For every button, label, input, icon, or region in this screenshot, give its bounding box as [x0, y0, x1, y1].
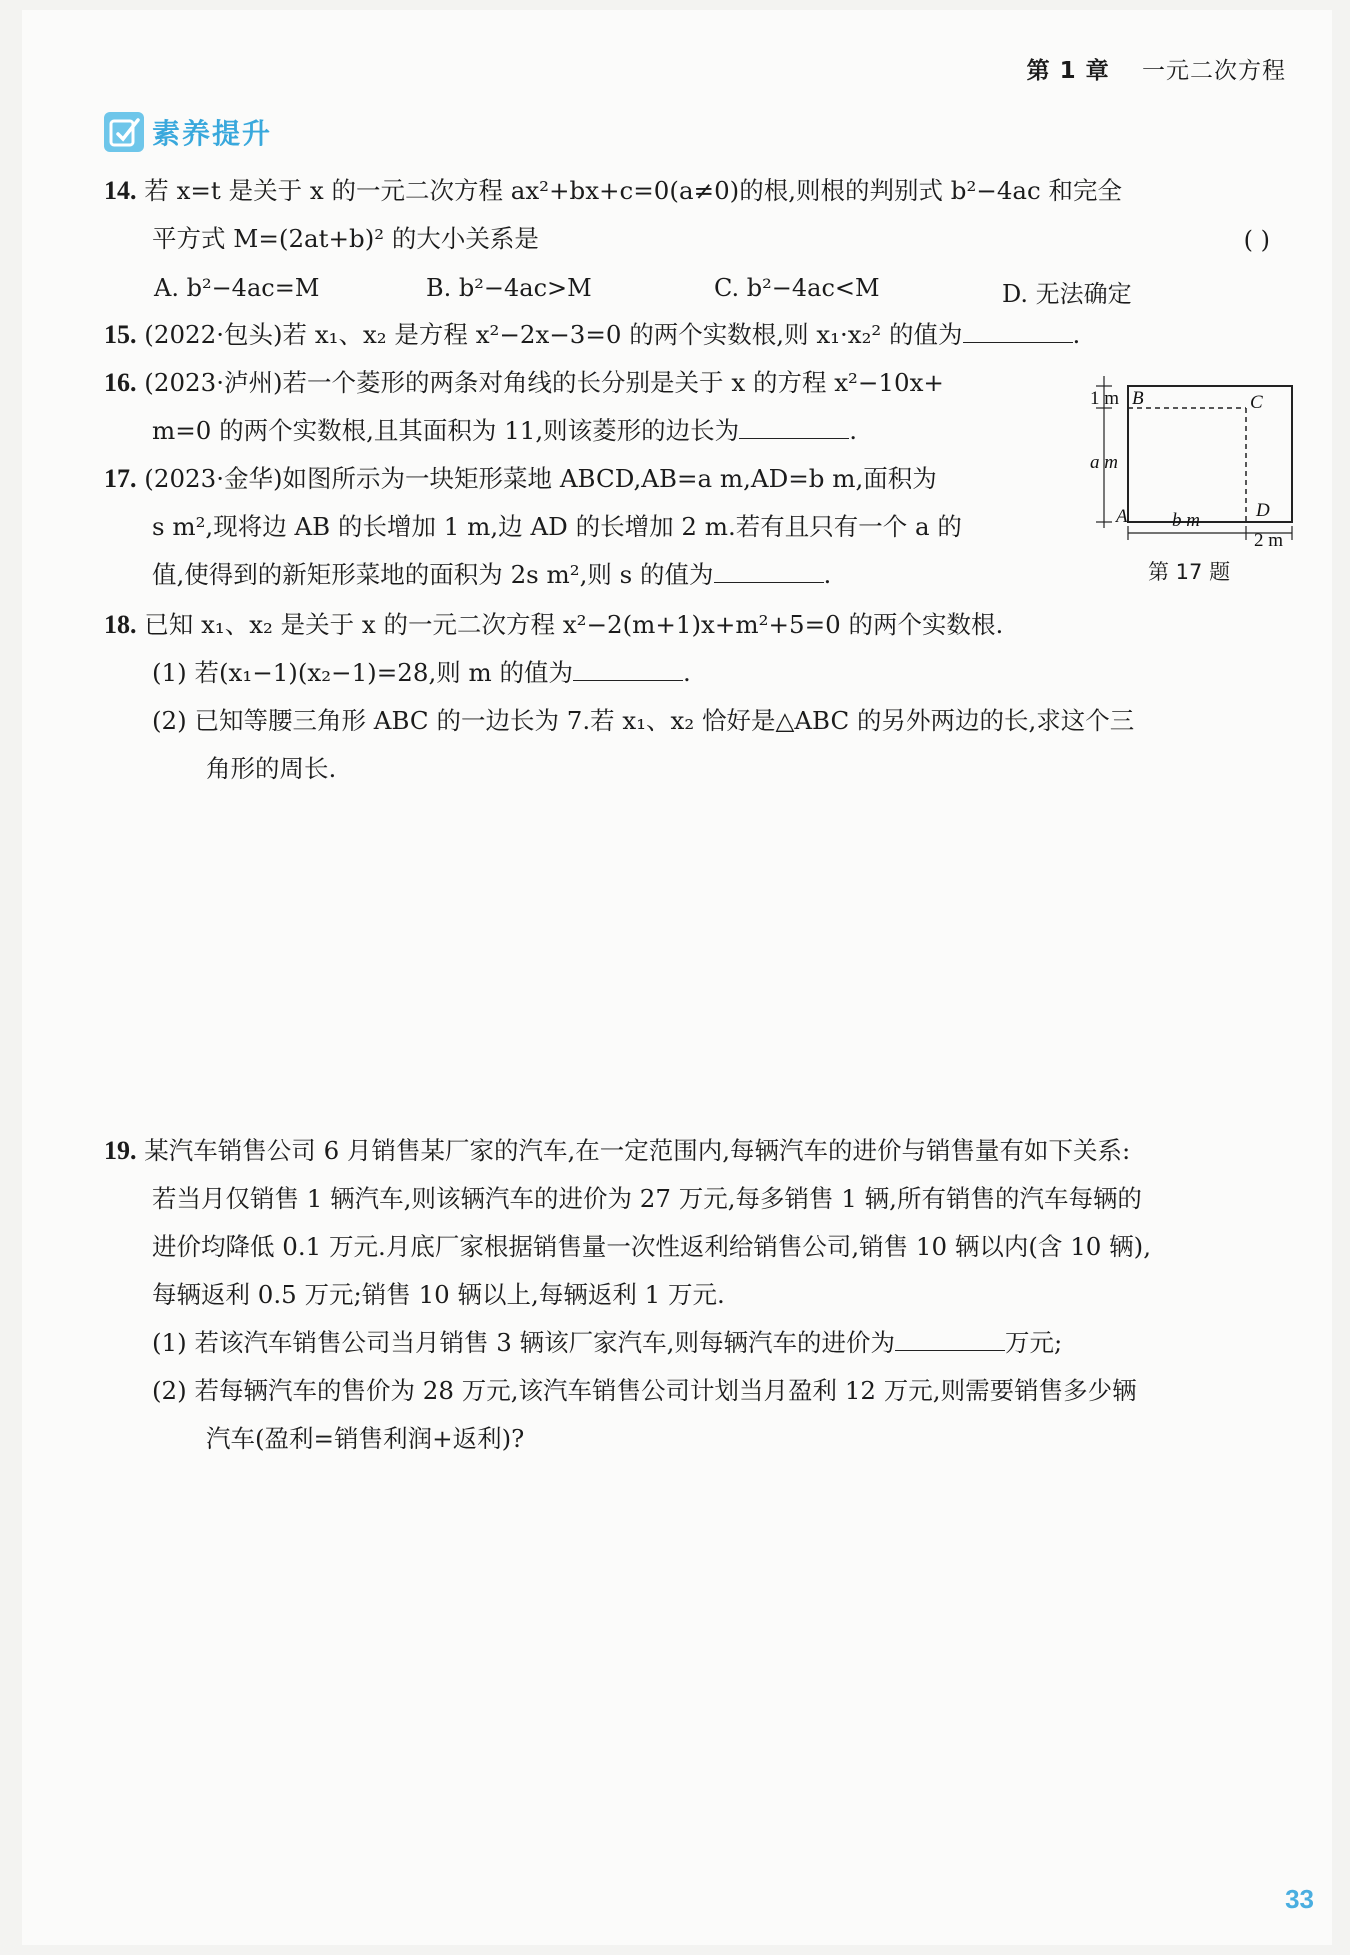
q18-part1-text: (1) 若(x₁−1)(x₂−1)=28,则 m 的值为	[152, 658, 574, 687]
q17-end: .	[823, 560, 832, 589]
q17-text-1: (2023·金华)如图所示为一块矩形菜地 ABCD,AB=a m,AD=b m,面积为	[144, 464, 937, 493]
section-title: 素养提升	[152, 117, 273, 150]
label-C: C	[1250, 392, 1263, 413]
q17-number: 17.	[104, 464, 137, 493]
q16-number: 16.	[104, 368, 137, 397]
page-number: 33	[1285, 1884, 1314, 1914]
q18-number: 18.	[104, 610, 137, 639]
chapter-title: 一元二次方程	[1142, 58, 1286, 84]
q14-option-b: B. b²−4ac>M	[426, 274, 592, 302]
q14-option-a: A. b²−4ac=M	[154, 274, 320, 302]
q14-option-c: C. b²−4ac<M	[714, 274, 880, 302]
q18-part2-line1: (2) 已知等腰三角形 ABC 的一边长为 7.若 x₁、x₂ 恰好是△ABC 的另外两边的长,求这个三	[152, 706, 1135, 735]
q19-number: 19.	[104, 1136, 137, 1165]
q18-part2-line2: 角形的周长.	[206, 754, 337, 783]
q17-line1	[104, 464, 937, 494]
q17-line2: s m²,现将边 AB 的长增加 1 m,边 AD 的长增加 2 m.若有且只有一个 a 的	[152, 512, 962, 541]
q16-line2	[152, 416, 857, 446]
q14-line1	[104, 176, 1122, 206]
q14-line2: 平方式 M=(2at+b)² 的大小关系是	[152, 224, 539, 253]
label-A: A	[1116, 506, 1128, 527]
q19-part1-text: (1) 若该汽车销售公司当月销售 3 辆该厂家汽车,则每辆汽车的进价为	[152, 1328, 895, 1357]
q16-text-2: m=0 的两个实数根,且其面积为 11,则该菱形的边长为	[152, 416, 740, 445]
answer-blank	[573, 658, 683, 681]
q14-option-d: D. 无法确定	[1002, 280, 1132, 308]
q19-line3: 进价均降低 0.1 万元.月底厂家根据销售量一次性返利给销售公司,销售 10 辆以内(含 10 辆),	[152, 1232, 1152, 1261]
pencil-check-icon	[104, 112, 144, 152]
q15-number: 15.	[104, 320, 137, 349]
answer-blank	[739, 416, 849, 439]
q14-number: 14.	[104, 176, 137, 205]
q19-part2-line1: (2) 若每辆汽车的售价为 28 万元,该汽车销售公司计划当月盈利 12 万元,则需要销售多少辆	[152, 1376, 1137, 1405]
q19-line4: 每辆返利 0.5 万元;销售 10 辆以上,每辆返利 1 万元.	[152, 1280, 725, 1309]
label-2m: 2 m	[1254, 530, 1284, 548]
label-bm: b m	[1172, 510, 1200, 531]
answer-blank	[714, 560, 824, 583]
q18-part1	[152, 658, 691, 688]
q19-line1	[104, 1136, 1130, 1166]
answer-blank	[895, 1328, 1005, 1351]
q18-line1	[104, 610, 1003, 640]
q16-end: .	[849, 416, 857, 445]
rectangle-figure	[1090, 368, 1300, 548]
q19-part2-line2: 汽车(盈利=销售利润+返利)?	[206, 1424, 525, 1453]
q14-text-1: 若 x=t 是关于 x 的一元二次方程 ax²+bx+c=0(a≠0)的根,则根的判别式 b²−4ac 和完全	[144, 176, 1123, 205]
q19-text-1: 某汽车销售公司 6 月销售某厂家的汽车,在一定范围内,每辆汽车的进价与销售量有如下关系:	[144, 1136, 1131, 1165]
q15-line	[104, 320, 1080, 350]
q19-part1	[152, 1328, 1062, 1358]
label-am: a m	[1090, 452, 1118, 473]
q19-line2: 若当月仅销售 1 辆汽车,则该辆汽车的进价为 27 万元,每多销售 1 辆,所有销售的汽车每辆的	[152, 1184, 1142, 1213]
chapter-number: 第 1 章	[1026, 58, 1110, 84]
q17-line3	[152, 560, 831, 590]
q16-text-1: (2023·泸州)若一个菱形的两条对角线的长分别是关于 x 的方程 x²−10x+	[144, 368, 944, 397]
q15-text: (2022·包头)若 x₁、x₂ 是方程 x²−2x−3=0 的两个实数根,则 x₁·x₂² 的值为	[144, 320, 963, 349]
q18-part1-end: .	[683, 658, 691, 687]
label-1m: 1 m	[1090, 388, 1120, 409]
q15-end: .	[1072, 320, 1081, 349]
q17-text-3: 值,使得到的新矩形菜地的面积为 2s m²,则 s 的值为	[152, 560, 714, 589]
q16-line1	[104, 368, 944, 398]
figure-caption: 第 17 题	[1148, 560, 1231, 584]
label-B: B	[1132, 388, 1144, 409]
chapter-header	[1027, 52, 1286, 85]
q18-text-1: 已知 x₁、x₂ 是关于 x 的一元二次方程 x²−2(m+1)x+m²+5=0 的两个实数根.	[144, 610, 1004, 639]
label-D: D	[1256, 500, 1270, 521]
answer-blank	[963, 320, 1073, 343]
section-heading	[104, 112, 272, 152]
q19-part1-end: 万元;	[1004, 1328, 1063, 1357]
answer-bracket: ( )	[1243, 226, 1270, 254]
